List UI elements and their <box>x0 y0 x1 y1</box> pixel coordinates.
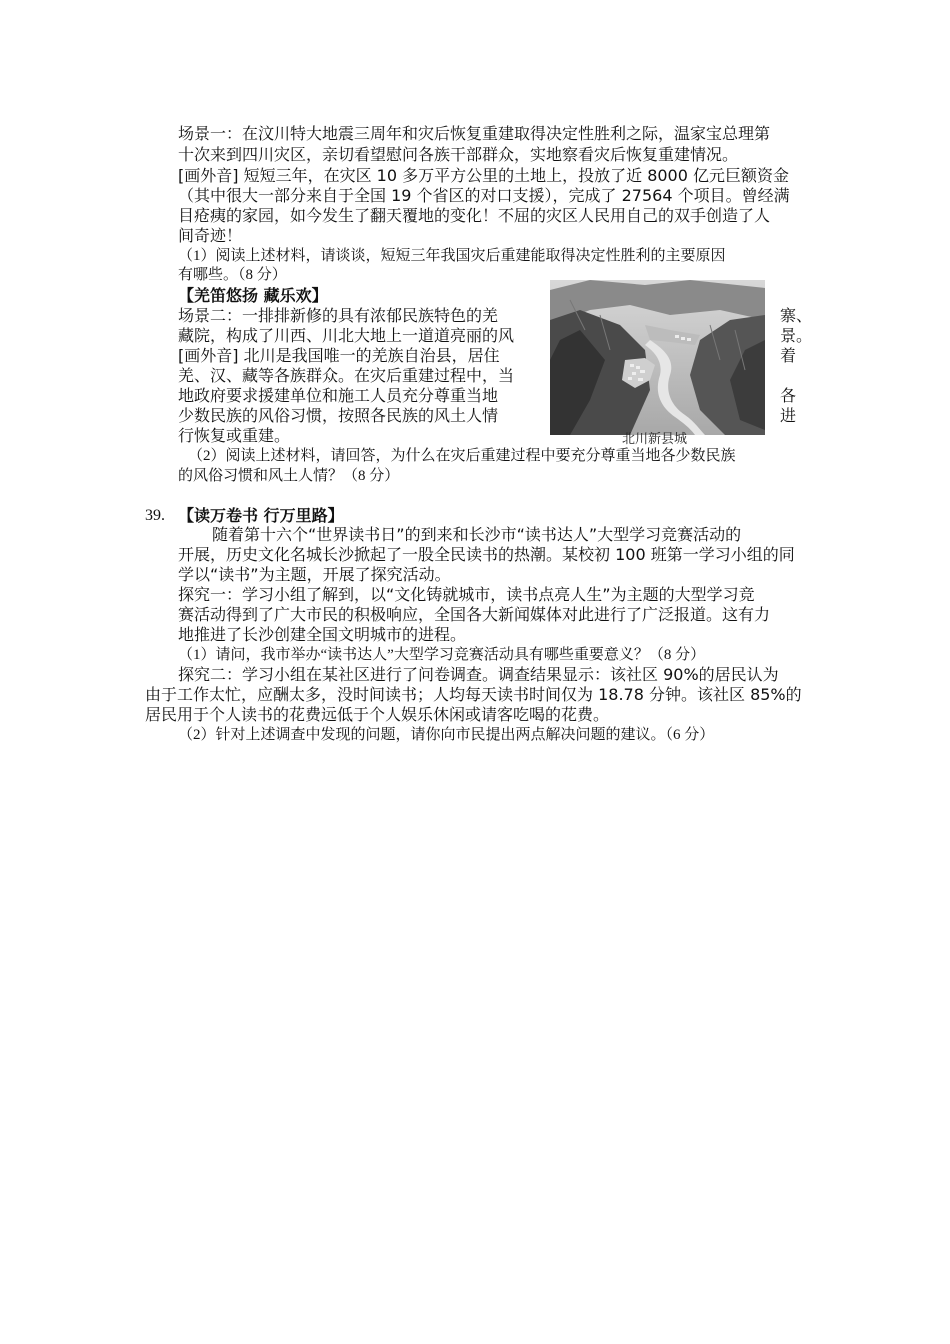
scene2-right-fragment-4: 各 <box>780 386 797 405</box>
scene1-line-1: 场景一：在汶川特大地震三周年和灾后恢复重建取得决定性胜利之际，温家宝总理第 <box>178 124 771 143</box>
scene2-left-line-6: 少数民族的风俗习惯，按照各民族的风土人情 <box>178 406 499 425</box>
exploration-2-line-1: 探究二：学习小组在某社区进行了问卷调查。调查结果显示：该社区 90%的居民认为 <box>178 665 779 684</box>
scene2-left-line-7: 行恢复或重建。 <box>178 426 291 445</box>
scene2-right-fragment-5: 进 <box>780 406 797 425</box>
question-1-line-2: 有哪些。（8 分） <box>178 267 287 283</box>
scene2-left-line-1: 场景二：一排排新修的具有浓郁民族特色的羌 <box>178 306 499 325</box>
q39-question-2: （2）针对上述调查中发现的问题，请你向市民提出两点解决问题的建议。（6 分） <box>178 727 715 743</box>
question-number-39: 39. <box>145 507 165 524</box>
exploration-1-line-2: 赛活动得到了广大市民的积极响应，全国各大新闻媒体对此进行了广泛报道。这有力 <box>178 605 771 624</box>
question-2-line-2: 的风俗习惯和风土人情？（8 分） <box>178 468 400 484</box>
scene1-voiceover-line-4: 间奇迹！ <box>178 226 243 245</box>
exploration-2-line-2: 由于工作太忙，应酬太多，没时间读书；人均每天读书时间仅为 18.78 分钟。该社区 85%的 <box>145 685 802 704</box>
scene1-line-2: 十次来到四川灾区，亲切看望慰问各族干部群众，实地察看灾后恢复重建情况。 <box>178 145 739 164</box>
question-2-line-1: （2）阅读上述材料，请回答，为什么在灾后重建过程中要充分尊重当地各少数民族 <box>188 448 736 464</box>
photo-caption: 北川新县城 <box>622 431 688 446</box>
exploration-2-line-3: 居民用于个人读书的花费远低于个人娱乐休闲或请客吃喝的花费。 <box>145 705 610 724</box>
q39-intro-line-2: 开展，历史文化名城长沙掀起了一股全民读书的热潮。某校初 100 班第一学习小组的同 <box>178 545 795 564</box>
scene2-left-line-2: 藏院，构成了川西、川北大地上一道道亮丽的风 <box>178 326 515 345</box>
exploration-1-line-3: 地推进了长沙创建全国文明城市的进程。 <box>178 625 467 644</box>
exploration-1-line-1: 探究一：学习小组了解到，以“文化铸就城市，读书点亮人生”为主题的大型学习竞 <box>178 585 755 604</box>
scene2-heading: 【羌笛悠扬 藏乐欢】 <box>178 286 328 305</box>
beichuan-county-photo <box>550 280 765 435</box>
scene2-left-line-5: 地政府要求援建单位和施工人员充分尊重当地 <box>178 386 499 405</box>
q39-intro-line-3: 学以“读书”为主题，开展了探究活动。 <box>178 565 451 584</box>
scene2-left-line-3: [画外音] 北川是我国唯一的羌族自治县，居住 <box>178 346 500 365</box>
scene2-right-fragment-2: 景。 <box>780 326 813 345</box>
scene1-voiceover-line-2: （其中很大一部分来自于全国 19 个省区的对口支援），完成了 27564 个项目。曾经满 <box>178 186 790 205</box>
scene2-right-fragment-1: 寨、 <box>780 306 813 325</box>
q39-heading: 【读万卷书 行万里路】 <box>178 506 344 525</box>
q39-question-1: （1）请问，我市举办“读书达人”大型学习竞赛活动具有哪些重要意义？（8 分） <box>178 647 706 663</box>
scene1-voiceover-line-3: 目疮痍的家园，如今发生了翻天覆地的变化！不屈的灾区人民用自己的双手创造了人 <box>178 206 771 225</box>
valley-landscape-image <box>550 280 765 435</box>
q39-intro-line-1: 随着第十六个“世界读书日”的到来和长沙市“读书达人”大型学习竞赛活动的 <box>212 525 742 544</box>
scene2-left-line-4: 羌、汉、藏等各族群众。在灾后重建过程中，当 <box>178 366 515 385</box>
question-1-line-1: （1）阅读上述材料，请谈谈，短短三年我国灾后重建能取得决定性胜利的主要原因 <box>178 248 726 264</box>
scene2-right-fragment-3: 着 <box>780 346 797 365</box>
scene1-voiceover-line-1: [画外音] 短短三年，在灾区 10 多万平方公里的土地上，投放了近 8000 亿元巨额资金 <box>178 166 789 185</box>
